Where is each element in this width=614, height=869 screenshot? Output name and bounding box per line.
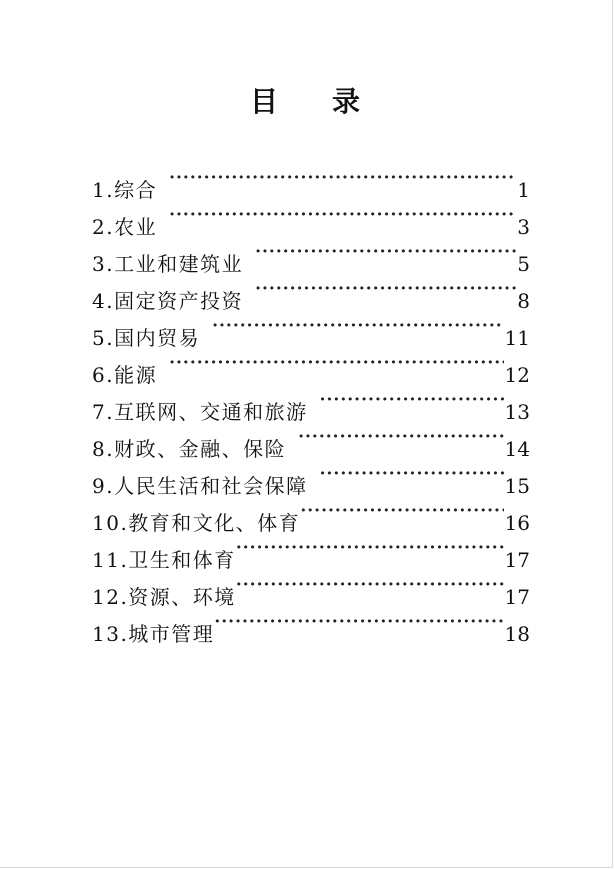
table-of-contents xyxy=(92,160,530,646)
toc-page-number: 1 xyxy=(517,178,530,202)
toc-page-number: 3 xyxy=(517,215,530,239)
toc-page-number: 12 xyxy=(504,363,530,387)
toc-entry-label: 2.农业 xyxy=(92,215,158,239)
toc-entry-label: 1.综合 xyxy=(92,178,158,202)
toc-entry-label: 12.资源、环境 xyxy=(92,585,236,609)
toc-page-number: 11 xyxy=(504,326,530,350)
toc-entry[interactable] xyxy=(92,382,530,424)
toc-dot-leader xyxy=(169,345,503,382)
toc-dot-leader xyxy=(320,456,504,493)
toc-entry[interactable] xyxy=(92,234,530,276)
toc-page-number: 16 xyxy=(504,511,530,535)
toc-dot-leader xyxy=(236,530,504,567)
toc-dot-leader xyxy=(169,160,516,197)
toc-dot-leader xyxy=(255,234,516,271)
toc-page-number: 14 xyxy=(504,437,530,461)
toc-page-number: 17 xyxy=(504,585,530,609)
toc-page-number: 17 xyxy=(504,548,530,572)
toc-entry-label: 3.工业和建筑业 xyxy=(92,252,244,276)
toc-dot-leader xyxy=(255,271,516,308)
toc-entry-label: 6.能源 xyxy=(92,363,158,387)
toc-entry-label: 4.固定资产投资 xyxy=(92,289,244,313)
toc-entry-label: 7.互联网、交通和旅游 xyxy=(92,400,308,424)
toc-entry-label: 11.卫生和体育 xyxy=(92,548,236,572)
toc-page-number: 8 xyxy=(517,289,530,313)
toc-dot-leader xyxy=(300,493,503,530)
page-title xyxy=(0,82,612,122)
toc-dot-leader xyxy=(214,604,503,641)
title-char-left: 目 xyxy=(249,85,280,118)
toc-dot-leader xyxy=(212,308,503,345)
toc-entry-label: 5.国内贸易 xyxy=(92,326,201,350)
toc-dot-leader xyxy=(236,567,504,604)
toc-page-number: 18 xyxy=(504,622,530,646)
toc-dot-leader xyxy=(169,197,516,234)
toc-page-number: 5 xyxy=(517,252,530,276)
toc-page-number: 13 xyxy=(504,400,530,424)
toc-page-number: 15 xyxy=(504,474,530,498)
toc-dot-leader xyxy=(298,419,503,456)
toc-entry-label: 9.人民生活和社会保障 xyxy=(92,474,308,498)
toc-entry-label: 8.财政、金融、保险 xyxy=(92,437,287,461)
toc-entry-label: 10.教育和文化、体育 xyxy=(92,511,301,535)
toc-entry[interactable] xyxy=(92,160,530,202)
toc-dot-leader xyxy=(320,382,504,419)
title-char-right: 录 xyxy=(332,85,363,118)
toc-entry-label: 13.城市管理 xyxy=(92,622,215,646)
toc-entry[interactable] xyxy=(92,197,530,239)
